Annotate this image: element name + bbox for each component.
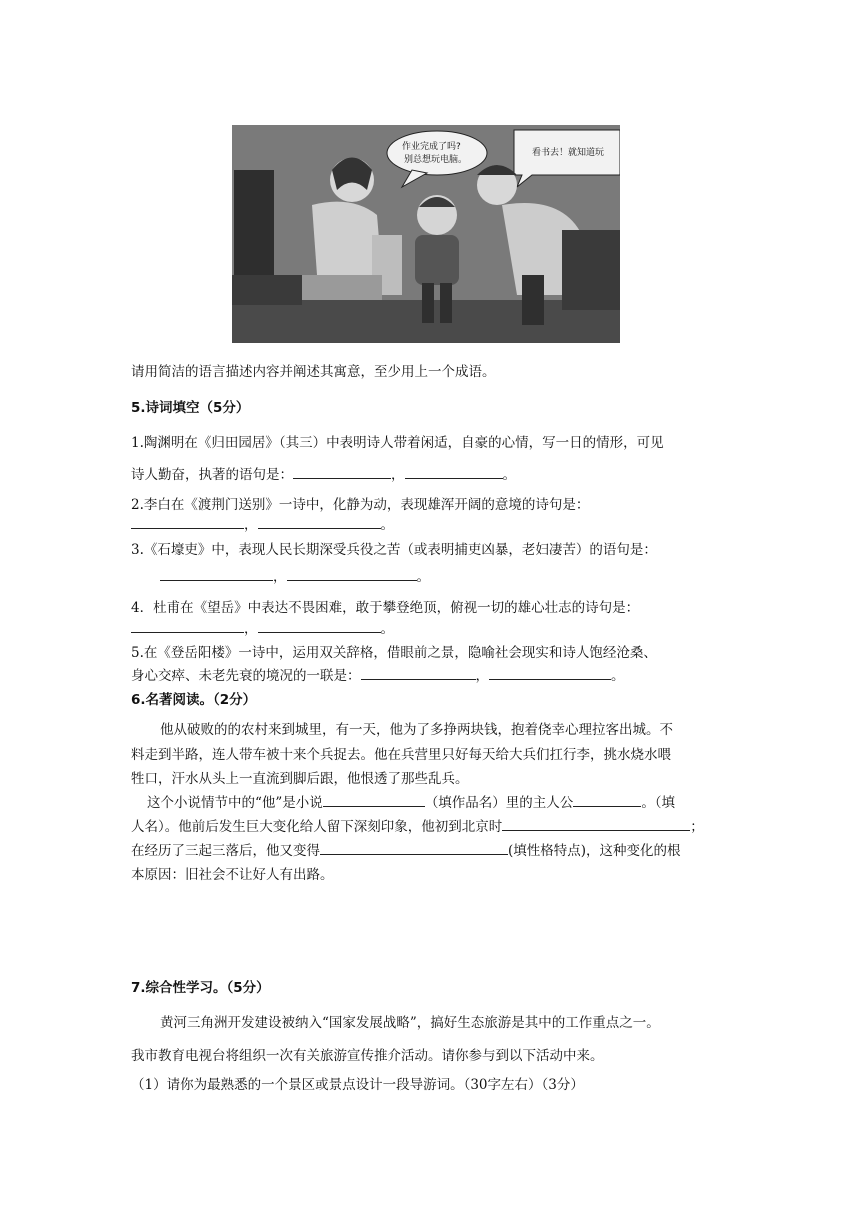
period: 。 — [502, 467, 516, 483]
q6-para2-a: 这个小说情节中的“他”是小说 — [147, 795, 323, 811]
q6-para2-b: （填作品名）里的主人公 — [424, 795, 574, 811]
later-trait-blank[interactable] — [320, 840, 508, 855]
q5-item3: 3.《石壕吏》中，表现人民长期深受兵役之苦（或表明捕吏凶暴，老妇凄苦）的语句是： — [131, 542, 657, 558]
answer-blank[interactable] — [160, 566, 273, 581]
protagonist-blank[interactable] — [573, 792, 641, 807]
q6-para1-line3: 牲口，汗水从头上一直流到脚后跟，他恨透了那些乱兵。 — [131, 771, 469, 787]
q6-para2-line2a: 人名）。他前后发生巨大变化给人留下深刻印象，他初到北京时 — [131, 819, 503, 835]
answer-blank[interactable] — [405, 464, 503, 479]
q5-item2-answer — [131, 513, 394, 533]
early-trait-blank[interactable] — [502, 816, 690, 831]
answer-blank[interactable] — [489, 665, 611, 680]
answer-blank[interactable] — [361, 665, 476, 680]
q6-para2-line4: 本原因：旧社会不让好人有出路。 — [131, 867, 334, 883]
comma: ， — [244, 621, 258, 637]
q5-item2: 2.李白在《渡荆门送别》一诗中，化静为动，表现雄浑开阔的意境的诗句是： — [131, 497, 590, 513]
q5-title: 5.诗词填空（5分） — [131, 400, 250, 416]
q6-para2-line1 — [147, 791, 675, 811]
bubble1-line2: 别总想玩电脑。 — [404, 155, 468, 165]
q7-para-line1: 黄河三角洲开发建设被纳入“国家发展战略”，搞好生态旅游是其中的工作重点之一。 — [160, 1015, 660, 1031]
q5-item5-line2 — [131, 664, 625, 684]
q4-prompt: 请用简洁的语言描述内容并阐述其寓意，至少用上一个成语。 — [131, 364, 496, 380]
q5-item1-line2 — [131, 463, 516, 483]
comma: ， — [244, 517, 258, 533]
q6-para2-line2 — [131, 815, 704, 835]
comma: ， — [273, 569, 287, 585]
cartoon-image — [232, 125, 620, 343]
comma: ， — [475, 668, 489, 684]
answer-blank[interactable] — [258, 618, 381, 633]
q5-item3-answer — [160, 565, 430, 585]
bubble2-text: 看书去！就知道玩 — [532, 148, 605, 158]
semicolon: ； — [690, 819, 704, 835]
period: 。 — [380, 621, 394, 637]
q6-para1-line1: 他从破败的的农村来到城里，有一天，他为了多挣两块钱，抱着侥幸心理拉客出城。不 — [160, 722, 673, 738]
q6-para2-c: 。（填 — [641, 795, 676, 811]
q5-item1-text: 诗人勤奋，执著的语句是： — [131, 467, 293, 483]
q5-item1-line1: 1.陶渊明在《归田园居》（其三）中表明诗人带着闲适，自豪的心情，写一日的情形，可见 — [131, 435, 664, 451]
q7-sub1: （1）请你为最熟悉的一个景区或景点设计一段导游词。（30字左右）（3分） — [131, 1077, 584, 1093]
bubble1-line1: 作业完成了吗? — [402, 142, 461, 152]
period: 。 — [380, 517, 394, 533]
q6-para2-line3b: (填性格特点)，这种变化的根 — [508, 843, 681, 859]
novel-title-blank[interactable] — [323, 792, 425, 807]
q7-para-line2: 我市教育电视台将组织一次有关旅游宣传推介活动。请你参与到以下活动中来。 — [131, 1048, 604, 1064]
q6-title: 6.名著阅读。（2分） — [131, 692, 257, 708]
answer-blank[interactable] — [131, 618, 244, 633]
period: 。 — [416, 569, 430, 585]
answer-blank[interactable] — [287, 566, 417, 581]
q7-title: 7.综合性学习。（5分） — [131, 980, 270, 996]
period: 。 — [611, 668, 625, 684]
q6-para2-line3a: 在经历了三起三落后，他又变得 — [131, 843, 320, 859]
q5-item5-line1: 5.在《登岳阳楼》一诗中，运用双关辞格，借眼前之景，隐喻社会现实和诗人饱经沧桑、 — [131, 645, 657, 661]
answer-blank[interactable] — [131, 514, 244, 529]
q5-item4: 4．杜甫在《望岳》中表达不畏困难，敢于攀登绝顶，俯视一切的雄心壮志的诗句是： — [131, 600, 640, 616]
q5-item4-answer — [131, 617, 394, 637]
q6-para1-line2: 料走到半路，连人带车被十来个兵捉去。他在兵营里只好每天给大兵们扛行李，挑水烧水喂 — [131, 747, 671, 763]
answer-blank[interactable] — [258, 514, 381, 529]
q6-para2-line3 — [131, 839, 681, 859]
q5-item5-text: 身心交瘁、未老先衰的境况的一联是： — [131, 668, 361, 684]
answer-blank[interactable] — [293, 464, 391, 479]
comma: ， — [391, 467, 405, 483]
